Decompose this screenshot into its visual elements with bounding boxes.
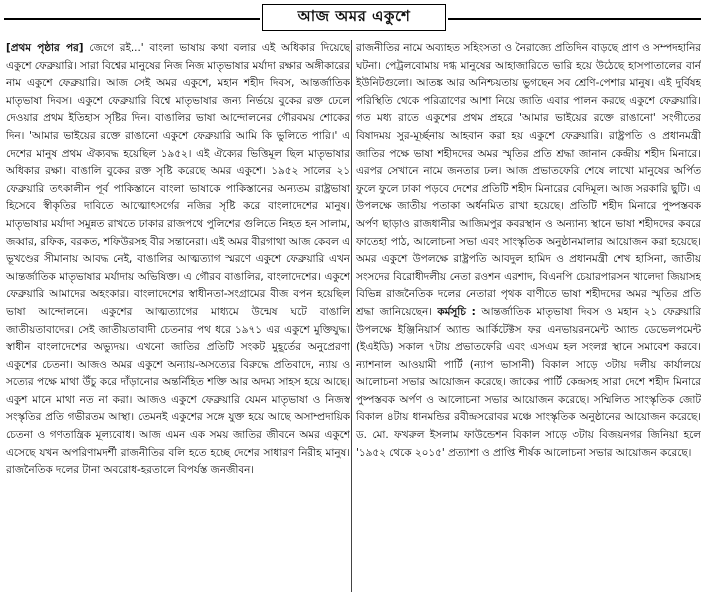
column-divider (351, 40, 352, 592)
headline-rule-left (4, 18, 260, 20)
article-paragraph-right (356, 40, 701, 462)
article-text-right-part2: আন্তর্জাতিক মাতৃভাষা দিবস ও মহান ২১ ফেব্রুয়ারি উপলক্ষে ইঞ্জিনিয়ার্স অ্যান্ড আর্কিটেক্টস ফর এনভায়রনমেন্ট অ্যান্ড ডেভেলপমেন্ট (ইএইডি) সকাল ৭টায় প্রভাতফেরি এবং এসএম হল সংলগ্ন স্থানে সমাবেশ করবে। ন্যাশনাল আওয়ামী পার্টি (ন্যাপ ভাসানী) বিকাল সাড়ে ৩টায় দলীয় কার্যালয়ে আলোচনা সভার আয়োজন করেছে। জাকের পার্টি কেন্দ্রসহ সারা দেশে শহীদ মিনারে পুষ্পস্তবক অর্পণ ও আলোচনা সভার আয়োজন করেছে। সম্মিলিত সাংস্কৃতিক জোট বিকাল ৪টায় ধানমন্ডির রবীন্দ্রসরোবর মঞ্চে সাংস্কৃতিক অনুষ্ঠানের আয়োজন করেছে। ড. মো. ফখরুল ইসলাম ফাউন্ডেশন বিকাল সাড়ে ৩টায় বিজয়নগর জিনিয়া হলে '১৯৫২ থেকে ২০১৫' প্রত্যাশা ও প্রাপ্তি শীর্ষক আলোচনা সভার আয়োজন করেছে। (356, 305, 701, 459)
article-paragraph-left (6, 40, 350, 480)
headline-rule-right (448, 18, 701, 20)
article-text-left: জেগে রই...' বাংলা ভাষায় কথা বলার এই অধিকার দিয়েছে একুশে ফেব্রুয়ারি। সারা বিশ্বের মানুষের নিজ নিজ মাতৃভাষার মর্যাদা রক্ষার অঙ্গীকারের নাম একুশে ফেব্রুয়ারি। আজ সেই অমর একুশে, মহান শহীদ দিবস, আন্তর্জাতিক মাতৃভাষা দিবস। একুশে ফেব্রুয়ারি বিশ্বে মাতৃভাষার জন্য নির্ভয়ে বুকের রক্ত ঢেলে দেওয়ার প্রথম ইতিহাস সৃষ্টির দিন। বাঙালির ভাষা আন্দোলনের গৌরবময় শোকের দিন। 'আমার ভাইয়ের রক্তে রাঙানো একুশে ফেব্রুয়ারি আমি কি ভুলিতে পারি।' এ দেশের মানুষ প্রথম ঐক্যবদ্ধ হয়েছিল ১৯৫২। এই ঐক্যের ভিত্তিমূল ছিল মাতৃভাষার অধিকার রক্ষা। বাঙালি বুকের রক্ত সৃষ্টি করেছে অমর একুশে। ১৯৫২ সালের ২১ ফেব্রুয়ারি তৎকালীন পূর্ব পাকিস্তানে বাংলা ভাষাকে পাকিস্তানের অন্যতম রাষ্ট্রভাষা হিসেবে স্বীকৃতির দাবিতে আত্মোৎসর্গের নজির সৃষ্টি করে বাংলাদেশের মানুষ। মাতৃভাষার মর্যাদা সমুন্নত রাখতে ঢাকার রাজপথে পুলিশের গুলিতে নিহত হন সালাম, জব্বার, রফিক, বরকত, শফিউরসহ বীর সন্তানেরা। এই অমর বীরগাথা আজ কেবল এ ভূখণ্ডের সীমানায় আবদ্ধ নেই, বাঙালির আত্মত্যাগ স্মরণে একুশে ফেব্রুয়ারি এখন আন্তর্জাতিক মাতৃভাষার মর্যাদায় অভিষিক্ত। এ গৌরব বাঙালির, বাংলাদেশের। একুশে ফেব্রুয়ারি আমাদের অহংকার। বাংলাদেশের স্বাধীনতা-সংগ্রামের বীজ বপন হয়েছিল ভাষা আন্দোলনে। একুশের আত্মত্যাগের মাধ্যমে উন্মেষ ঘটে বাঙালি জাতীয়তাবাদের। সেই জাতীয়তাবাদী চেতনার পথ ধরে ১৯৭১ এর একুশে মুক্তিযুদ্ধ। স্বাধীন বাংলাদেশের অভ্যুদয়। এখনো জাতির প্রতিটি সংকট মুহূর্তের অনুপ্রেরণা একুশের চেতনা। আজও অমর একুশে অন্যায়-অসত্যের বিরুদ্ধে প্রতিবাদে, ন্যায় ও সত্যের পক্ষে মাথা উঁচু করে দাঁড়ানোর অন্তর্নিহিত শক্তি আর অদম্য সাহস হয়ে আছে। একুশ মানে মাথা নত না করা। আজও একুশে ফেব্রুয়ারি যেমন মাতৃভাষা ও নিজস্ব সংস্কৃতির প্রতি গভীরতম আস্থা। তেমনই একুশের সঙ্গে যুক্ত হয়ে আছে অসাম্প্রদায়িক চেতনা ও গণতান্ত্রিক মূল্যবোধ। আজ এমন এক সময় জাতির জীবনে অমর একুশে এসেছে যখন অপরিণামদর্শী রাজনীতির বলি হতে হচ্ছে দেশের সাধারণ নিরীহ মানুষ। রাজনৈতিক দলের টানা অবরোধ-হরতালে বিপর্যস্ত জনজীবন। (6, 42, 350, 477)
article-column-right (356, 40, 701, 592)
program-label: কর্মসূচি : (437, 305, 476, 318)
continuation-lead: [প্রথম পৃষ্ঠার পর] (6, 42, 84, 54)
headline-banner (0, 0, 705, 36)
headline-title: আজ অমর একুশে (262, 4, 446, 31)
article-text-right-part1: রাজনীতির নামে অব্যাহত সহিংসতা ও নৈরাজ্যে প্রতিদিন বাড়ছে প্রাণ ও সম্পদহানির ঘটনা। পেট্রলবোমায় দগ্ধ মানুষের আহাজারিতে ভারি হয়ে উঠেছে হাসপাতালের বার্ন ইউনিটগুলো। আতঙ্ক আর অনিশ্চয়তায় ভুগছেন সব শ্রেণি-পেশার মানুষ। এই দুর্বিষহ পরিস্থিতি থেকে পরিত্রাণের আশা নিয়ে জাতি এবার পালন করছে একুশে ফেব্রুয়ারি। গত মধ্য রাতে একুশের প্রথম প্রহরে 'আমার ভাইয়ের রক্তে রাঙানো' সংগীতের বিষাদময় সুর-মূর্চ্ছনায় আহবান করা হয় একুশে ফেব্রুয়ারি। রাষ্ট্রপতি ও প্রধানমন্ত্রী জাতির পক্ষে ভাষা শহীদদের অমর স্মৃতির প্রতি শ্রদ্ধা জানান কেন্দ্রীয় শহীদ মিনারে। এরপর সেখানে নামে জনতার ঢল। আজ প্রভাতফেরি শেষে লাখো মানুষের অর্পিত ফুলে ফুলে ঢাকা পড়বে দেশের প্রতিটি শহীদ মিনারের বেদিমূল। আজ সরকারি ছুটি। এ উপলক্ষে জাতীয় পতাকা অর্ধনমিত রাখা হয়েছে। প্রতিটি শহীদ মিনারে পুষ্পস্তবক অর্পণ ছাড়াও রাজধানীর আজিমপুর কবরস্থান ও অন্যান্য স্থানে ভাষা শহীদদের কবরে ফাতেহা পাঠ, আলোচনা সভা এবং সাংস্কৃতিক অনুষ্ঠানমালার আয়োজন করা হয়েছে। অমর একুশে উপলক্ষে রাষ্ট্রপতি আবদুল হামিদ ও প্রধানমন্ত্রী শেখ হাসিনা, জাতীয় সংসদের বিরোধীদলীয় নেতা রওশন এরশাদ, বিএনপি চেয়ারপারসন খালেদা জিয়াসহ বিভিন্ন রাজনৈতিক দলের নেতারা পৃথক বাণীতে ভাষা শহীদদের অমর স্মৃতির প্রতি শ্রদ্ধা জানিয়েছেন। (356, 42, 701, 318)
article-column-left (6, 40, 350, 592)
